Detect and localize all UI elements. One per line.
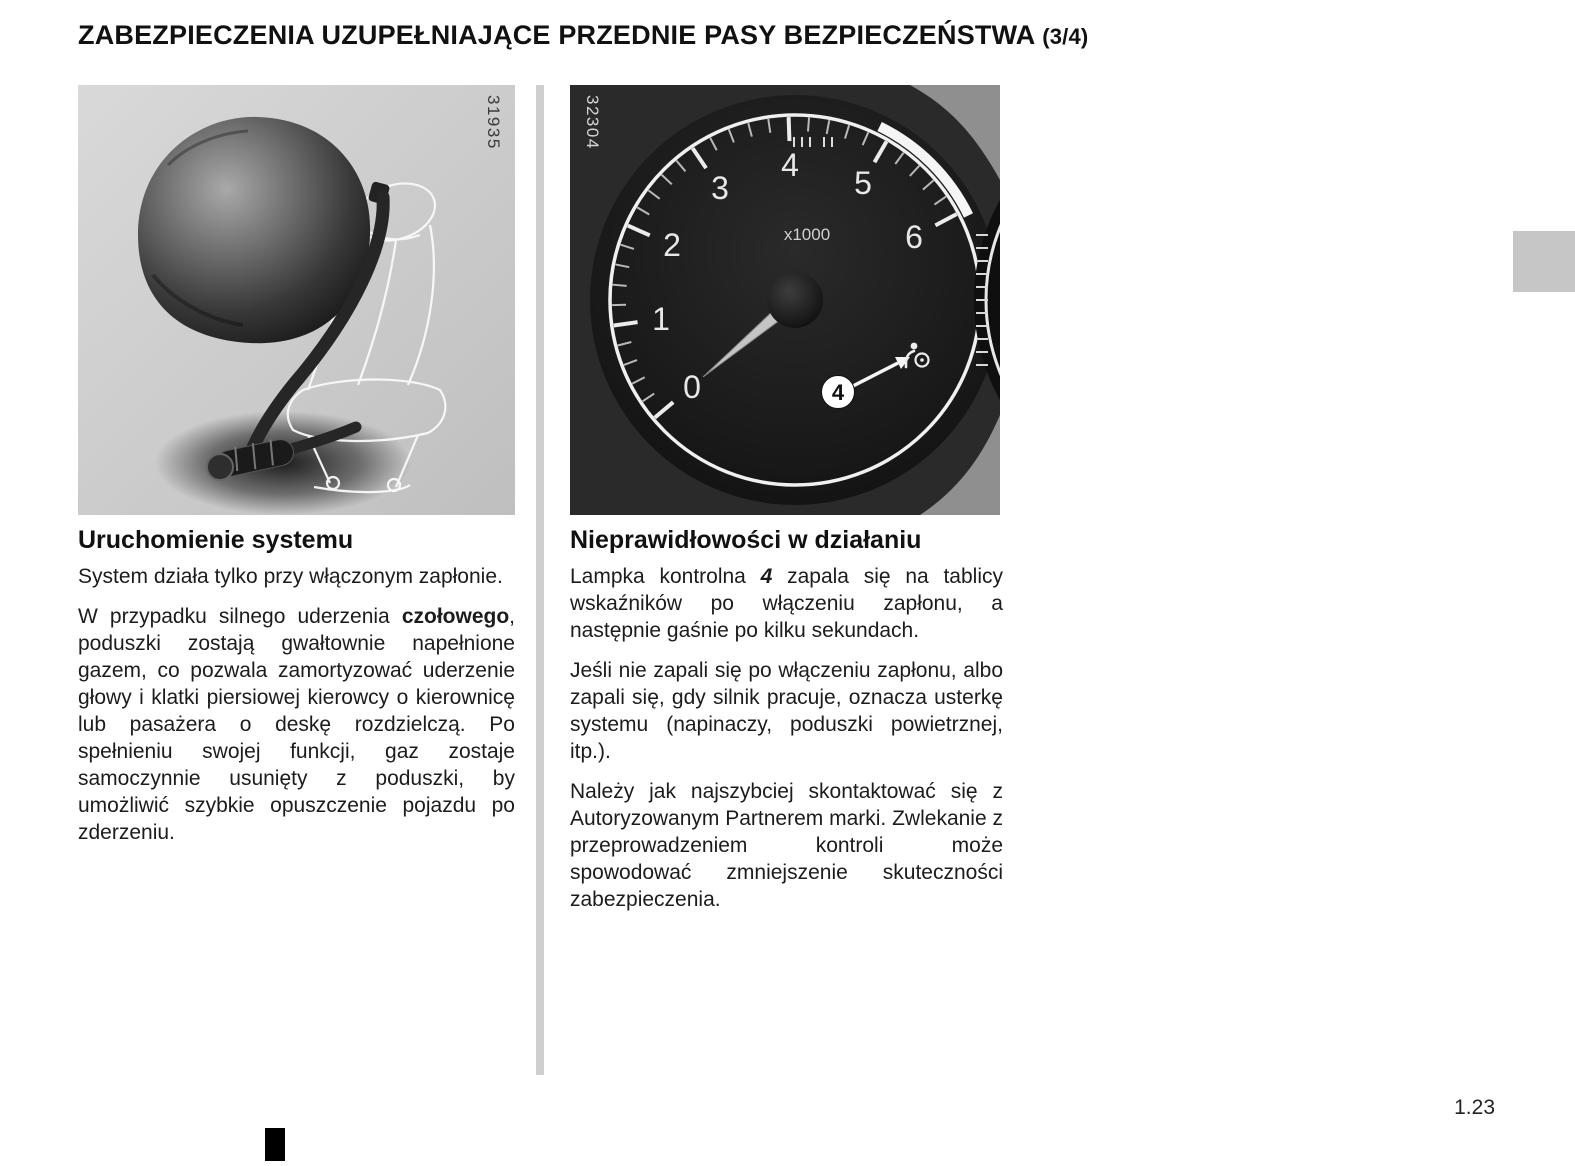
callout-4-label: 4: [831, 380, 845, 405]
dial-number-1: 1: [652, 301, 670, 337]
paragraph-text: W przypadku silnego uderzenia: [78, 605, 402, 628]
paragraph-text: Lampka kontrolna: [570, 565, 761, 588]
page-title-suffix: (3/4): [1042, 24, 1089, 49]
figure-tachometer: [570, 85, 1000, 515]
section-text-right: [570, 563, 1003, 926]
figure-airbag-illustration: [78, 85, 515, 515]
paragraph-text: Jeśli nie zapali się po włączeniu zapłonu, albo zapali się, gdy silnik pracuje, oznacza usterkę systemu (napinaczy, poduszki powietrznej, itp.).: [570, 659, 1003, 763]
page-number: 1.23: [1454, 1096, 1495, 1119]
section-heading-right: Nieprawidłowości w działaniu: [570, 526, 922, 554]
dial-number-6: 6: [905, 219, 923, 255]
chapter-tab: [1513, 231, 1575, 292]
column-divider: [536, 85, 544, 1075]
paragraph: [78, 563, 515, 590]
paragraph: [570, 778, 1003, 913]
section-marker: [265, 1128, 285, 1161]
paragraph-text: System działa tylko przy włączonym zapłonie.: [78, 565, 503, 588]
paragraph: [570, 563, 1003, 644]
figure-number-left: 31935: [484, 95, 503, 150]
airbag-illustration: [78, 85, 515, 515]
paragraph-bold-text: 4: [760, 565, 773, 588]
section-heading-left: Uruchomienie systemu: [78, 526, 354, 554]
needle-hub: [767, 272, 823, 328]
paragraph: [570, 657, 1003, 765]
page-title: [78, 20, 1458, 51]
dial-number-3: 3: [711, 170, 729, 206]
airbag-balloon: [138, 117, 370, 343]
dial-number-2: 2: [663, 227, 681, 263]
paragraph-text: zapala się na tablicy wskaźników po włączeniu zapłonu, a następnie gaśnie po kilku sekundach.: [570, 565, 1003, 642]
dial-number-5: 5: [854, 165, 872, 201]
paragraph-text: , poduszki zostają gwałtownie napełnione gazem, co pozwala zamortyzować uderzenie głowy i klatki piersiowej kierowcy o kierownicę lub pasażera o deskę rozdzielczą. Po spełnieniu swojej funkcji, gaz zostaje samoczynnie usunięty z poduszki, by umożliwić szybkie opuszczenie pojazdu po zderzeniu.: [78, 605, 515, 844]
paragraph: [78, 603, 515, 846]
page-title-text: ZABEZPIECZENIA UZUPEŁNIAJĄCE PRZEDNIE PASY BEZPIECZEŃSTWA: [78, 20, 1043, 50]
paragraph-text: Należy jak najszybciej skontaktować się z Autoryzowanym Partnerem marki. Zwlekanie z przeprowadzeniem kontroli może spowodować zmniejszenie skuteczności zabezpieczenia.: [570, 780, 1003, 911]
tachometer-illustration: [570, 85, 1000, 515]
dial-number-0: 0: [683, 369, 701, 405]
dial-number-4: 4: [781, 147, 799, 183]
paragraph-bold-text: czołowego: [401, 605, 510, 628]
section-text-left: [78, 563, 515, 859]
multiplier-label: x1000: [783, 225, 831, 244]
figure-number-right: 32304: [583, 95, 602, 150]
callout-4-badge: [822, 376, 855, 409]
